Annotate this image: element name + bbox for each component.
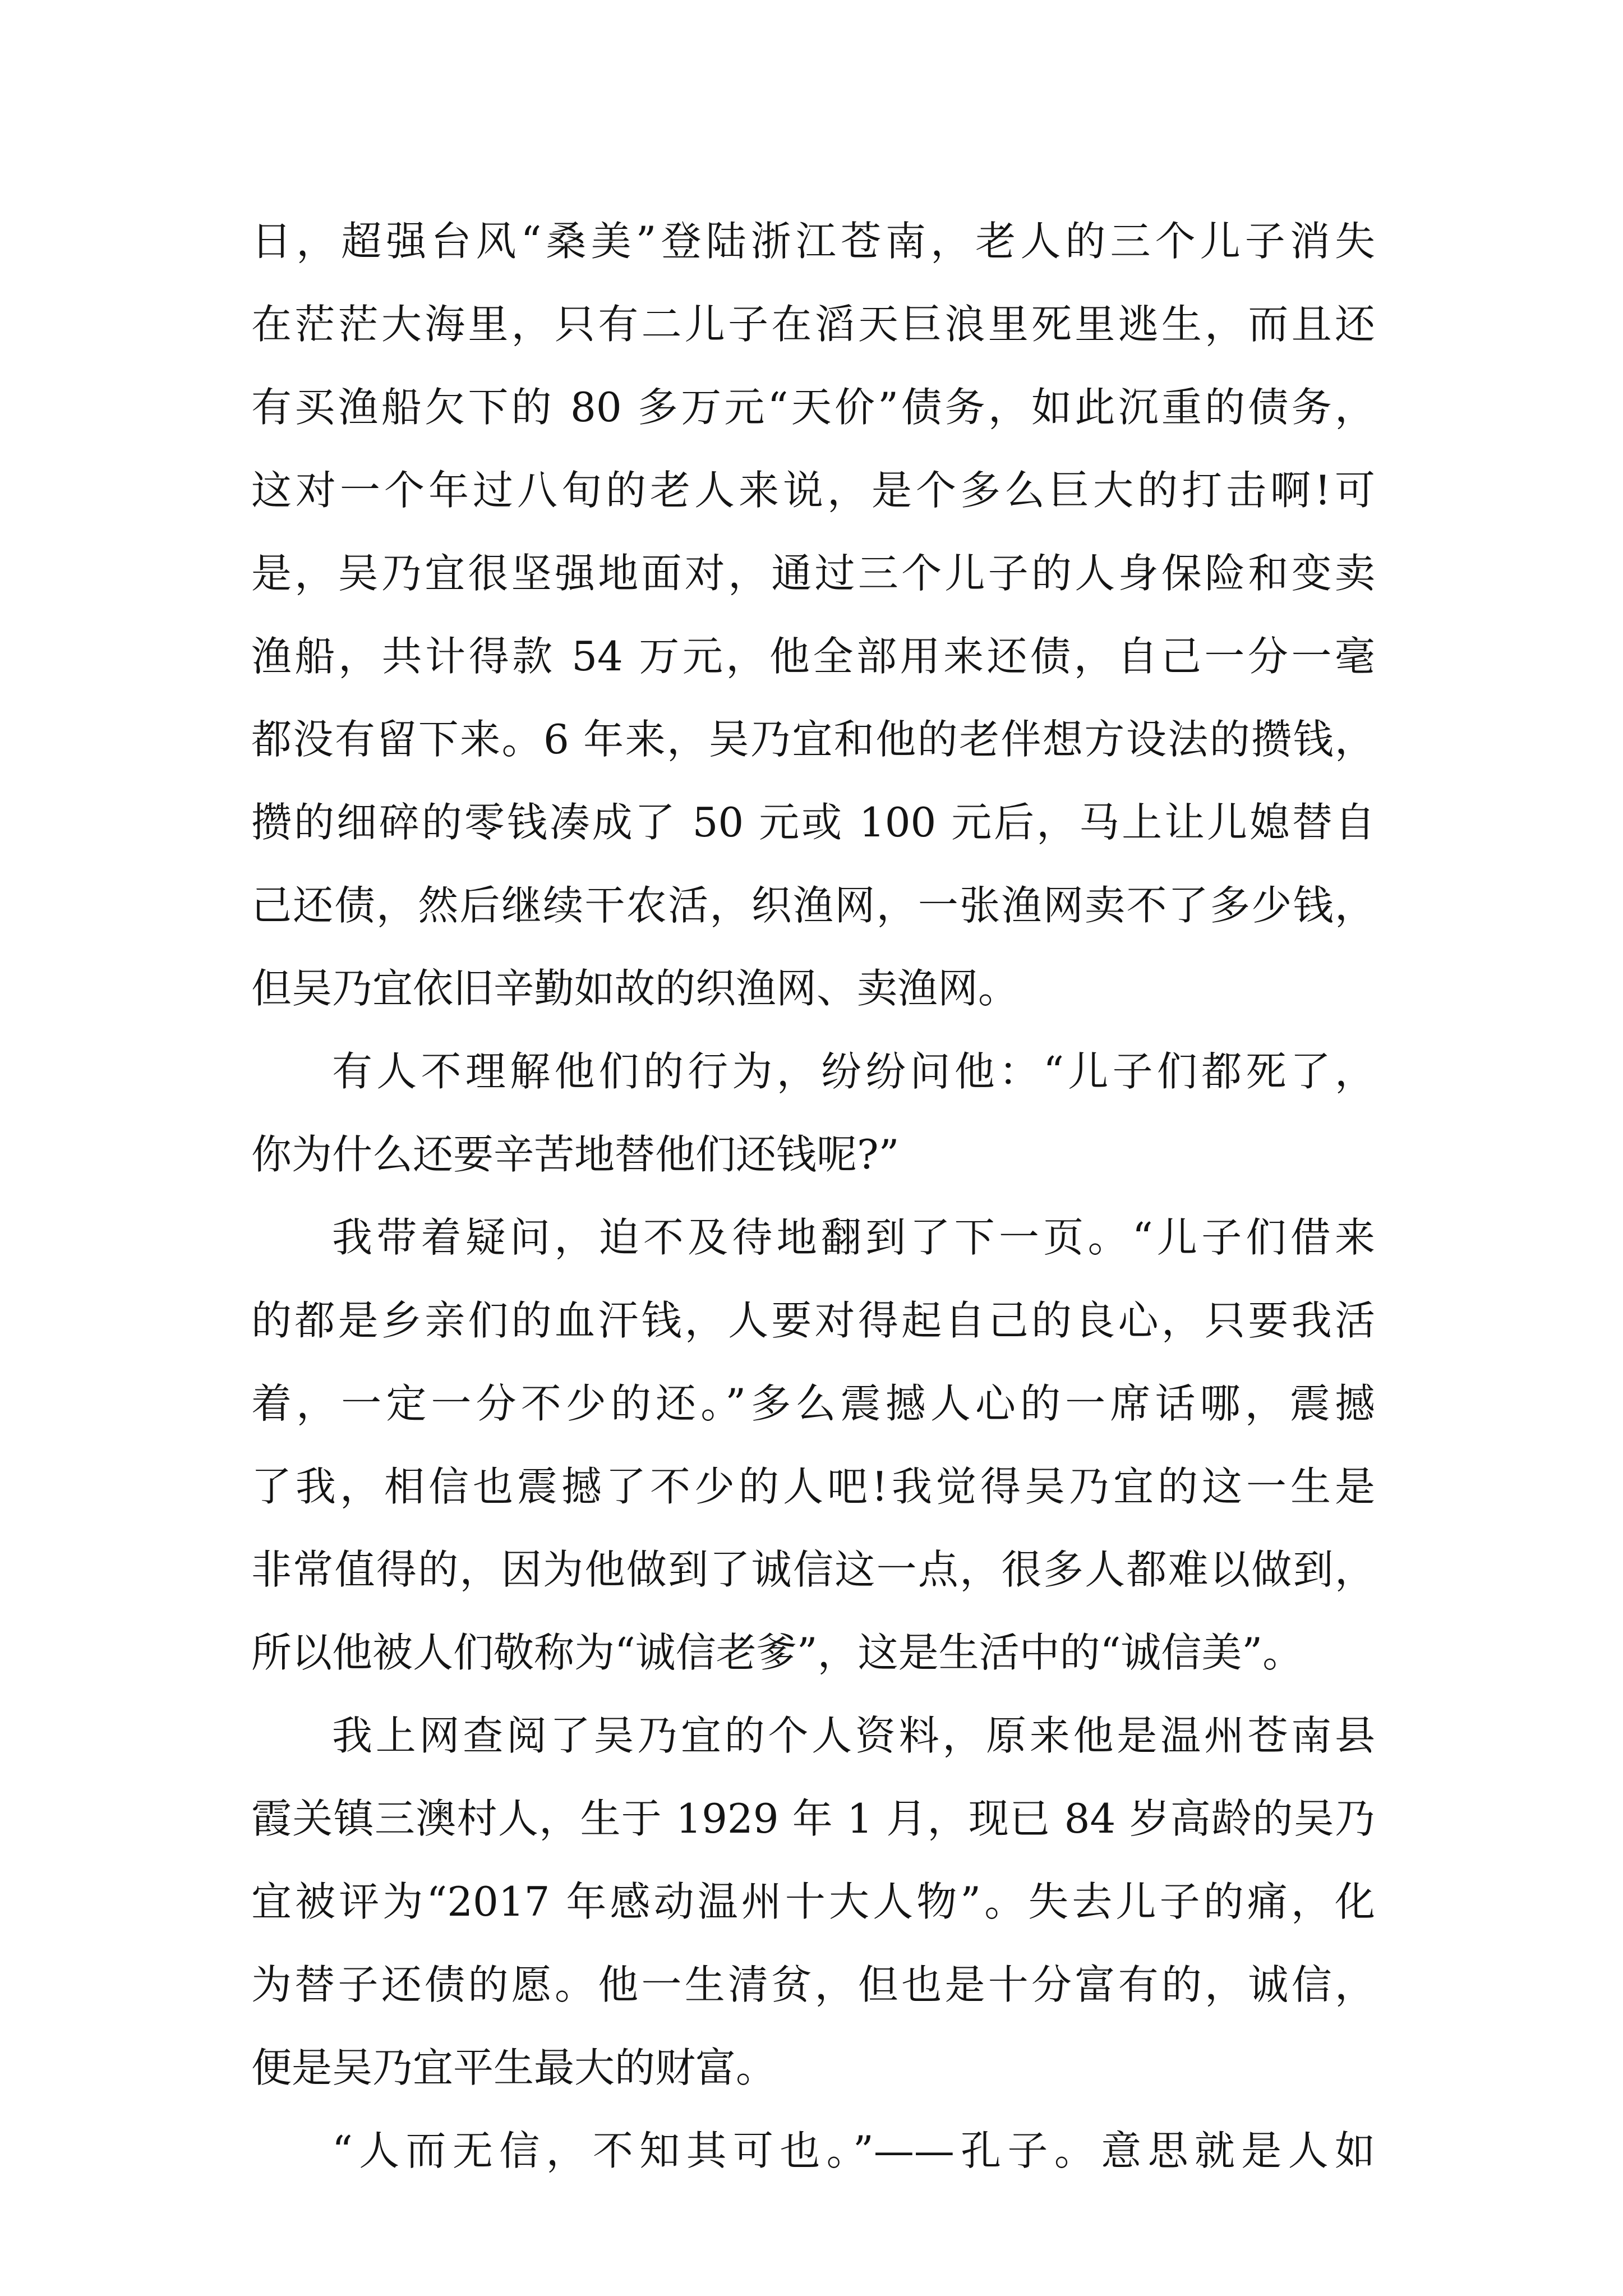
text-line: 攒的细碎的零钱凑成了 50 元或 100 元后，马上让儿媳替自: [251, 799, 1375, 846]
paragraph: [251, 1694, 1375, 2109]
paragraph: [251, 2109, 1375, 2192]
text-line: 这对一个年过八旬的老人来说，是个多么巨大的打击啊!可: [251, 467, 1375, 514]
text-line: 是，吴乃宜很坚强地面对，通过三个儿子的人身保险和变卖: [251, 550, 1375, 597]
text-line: 了我，相信也震撼了不少的人吧!我觉得吴乃宜的这一生是: [251, 1463, 1375, 1510]
text-line: 的都是乡亲们的血汗钱，人要对得起自己的良心，只要我活: [251, 1297, 1375, 1344]
text-line: 但吴乃宜依旧辛勤如故的织渔网、卖渔网。: [251, 965, 1019, 1012]
text-line: 着，一定一分不少的还。”多么震撼人心的一席话哪，震撼: [251, 1380, 1375, 1427]
text-line: 我上网查阅了吴乃宜的个人资料，原来他是温州苍南县: [332, 1712, 1375, 1759]
text-line: 在茫茫大海里，只有二儿子在滔天巨浪里死里逃生，而且还: [251, 301, 1375, 348]
paragraph: [251, 1196, 1375, 1694]
text-line: 宜被评为“2017 年感动温州十大人物”。失去儿子的痛，化: [251, 1878, 1375, 1925]
text-line: 非常值得的，因为他做到了诚信这一点，很多人都难以做到，: [251, 1546, 1375, 1593]
text-line: 所以他被人们敬称为“诚信老爹”，这是生活中的“诚信美”。: [251, 1629, 1303, 1676]
document-body: [251, 200, 1375, 2192]
paragraph: [251, 200, 1375, 1030]
text-line: 我带着疑问，迫不及待地翻到了下一页。“儿子们借来: [332, 1214, 1375, 1261]
text-line: “人而无信，不知其可也。”——孔子。意思就是人如: [332, 2127, 1375, 2174]
paragraph: [251, 1030, 1375, 1196]
text-line: 己还债，然后继续干农活，织渔网，一张渔网卖不了多少钱，: [251, 882, 1375, 929]
text-line: 便是吴乃宜平生最大的财富。: [251, 2044, 777, 2091]
text-line: 有人不理解他们的行为，纷纷问他：“儿子们都死了，: [332, 1048, 1375, 1095]
text-line: 霞关镇三澳村人，生于 1929 年 1 月，现已 84 岁高龄的吴乃: [251, 1795, 1375, 1842]
text-line: 都没有留下来。6 年来，吴乃宜和他的老伴想方设法的攒钱，: [251, 716, 1375, 763]
text-line: 有买渔船欠下的 80 多万元“天价”债务，如此沉重的债务，: [251, 384, 1375, 431]
text-line: 为替子还债的愿。他一生清贫，但也是十分富有的，诚信，: [251, 1961, 1375, 2008]
text-line: 你为什么还要辛苦地替他们还钱呢?”: [251, 1131, 900, 1178]
text-line: 日，超强台风“桑美”登陆浙江苍南，老人的三个儿子消失: [251, 218, 1375, 265]
text-line: 渔船，共计得款 54 万元，他全部用来还债，自己一分一毫: [251, 633, 1375, 680]
